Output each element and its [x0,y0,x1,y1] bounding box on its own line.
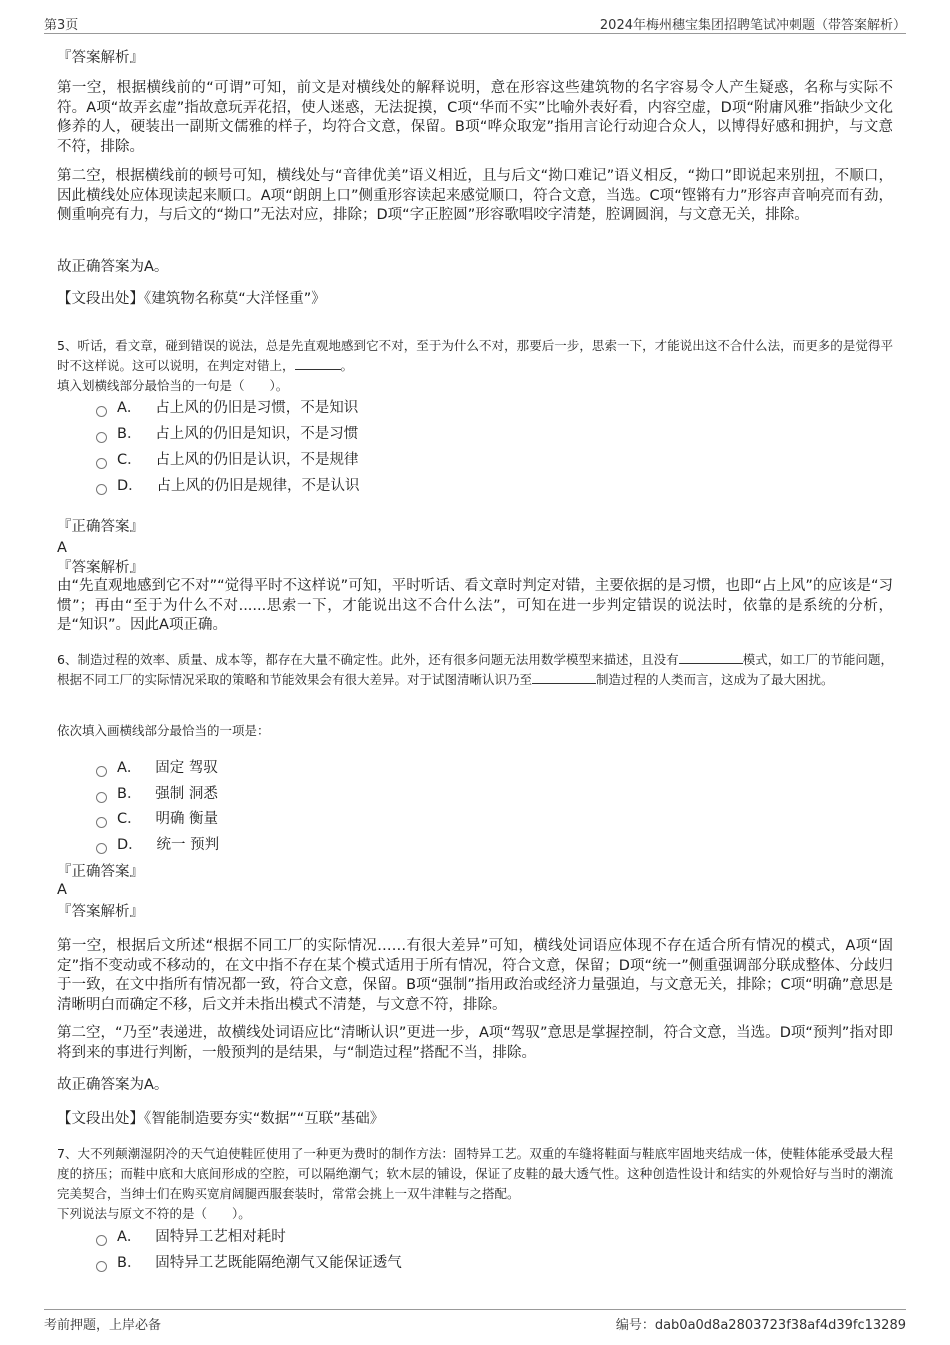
header-divider [44,33,906,34]
blank-line [295,369,341,370]
q6-stem: 6、制造过程的效率、质量、成本等，都存在大量不确定性。此外，还有很多问题无法用数学模型来描述，且没有 模式，如工厂的节能问题，根据不同工厂的实际情况采取的策略和节能效果会有很大差异。对于试图清晰认识乃至 制造过程的人类而言，这成为了最大困扰。 [57,652,893,687]
q7-option-a[interactable]: A． 固特异工艺相对耗时 [96,1228,286,1246]
radio-icon[interactable] [96,1235,107,1246]
q5-analysis-title: 『答案解析』 [57,560,144,576]
q6-conclusion: 故正确答案为A。 [57,1077,169,1093]
q5-prompt: 填入划横线部分最恰当的一句是（ ）。 [57,378,289,393]
q6-answer-title: 『正确答案』 [57,864,144,880]
q6-prompt: 依次填入画横线部分最恰当的一项是： [57,723,270,738]
blank-line [532,683,596,684]
q7-option-b[interactable]: B． 固特异工艺既能隔绝潮气又能保证透气 [96,1254,402,1272]
q6-option-c[interactable]: C． 明确 衡量 [96,810,218,828]
page-footer [44,1314,906,1332]
q6-source: 【文段出处】《智能制造要夯实“数据”“互联”基础》 [57,1111,385,1127]
q6-option-b[interactable]: B． 强制 洞悉 [96,785,218,803]
q6-answer: A [57,882,67,898]
q4-analysis-para2: 第二空，根据横线前的顿号可知，横线处与“音律优美”语义相近，且与后文“拗口难记”语义相反，“拗口”即说起来别扭，不顺口，因此横线处应体现读起来顺口。A项“朗朗上口”侧重形容读起来感觉顺口，符合文意，当选。C项“铿锵有力”形容声音响亮而有劲，侧重响亮有力，与后文的“拗口”无法对应，排除；D项“字正腔圆”形容歌唱咬字清楚，腔调圆润，与文意无关，排除。 [57,168,893,223]
q5-answer: A [57,540,67,556]
q6-analysis-title: 『答案解析』 [57,904,144,920]
radio-icon[interactable] [96,1261,107,1272]
radio-icon[interactable] [96,458,107,469]
q4-analysis-para1: 第一空，根据横线前的“可谓”可知，前文是对横线处的解释说明，意在形容这些建筑物的名字容易令人产生疑惑，名称与实际不符。A项“故弄玄虚”指故意玩弄花招，使人迷惑，无法捉摸，C项“华而不实”比喻外表好看，内容空虚，D项“附庸风雅”指缺少文化修养的人，硬装出一副斯文儒雅的样子，均符合文意，保留。B项“哗众取宠”指用言论行动迎合众人，以博得好感和拥护，与文意不符，排除。 [57,80,893,155]
q5-analysis: 由“先直观地感到它不对”“觉得平时不这样说”可知，平时听话、看文章时判定对错，主要依据的是习惯，也即“占上风”的应该是“习惯”；再由“至于为什么不对......思索一下，才能说出这不合什么法”，可知在进一步判定错误的说法时，依靠的是系统的分析，是“知识”。因此A项正确。 [57,578,893,633]
q6-option-a[interactable]: A． 固定 驾驭 [96,759,218,777]
page-number: 第3页 [44,18,79,33]
q5-option-a[interactable]: A． 占上风的仍旧是习惯，不是知识 [96,399,358,417]
radio-icon[interactable] [96,766,107,777]
q4-conclusion: 故正确答案为A。 [57,259,169,275]
radio-icon[interactable] [96,843,107,854]
radio-icon[interactable] [96,406,107,417]
q7-stem: 7、大不列颠潮湿阴冷的天气迫使鞋匠使用了一种更为费时的制作方法：固特异工艺。双重的车缝将鞋面与鞋底牢固地夹结成一体，使鞋体能承受最大程度的挤压；而鞋中底和大底间形成的空腔，可以隔绝潮气；软木层的铺设，保证了皮鞋的最大透气性。这种创造性设计和结实的外观恰好与当时的潮流完美契合，当绅士们在购买宽肩阔腿西服套装时，常常会挑上一双牛津鞋与之搭配。 下列说法与原文不符的是（ ）。 [57,1144,893,1224]
q5-stem: 5、听话，看文章，碰到错误的说法，总是先直观地感到它不对，至于为什么不对，那要后一步，思索一下，才能说出这不合什么法，而更多的是觉得平时不这样说。这可以说明，在判定对错上， 。 填入划横线部分最恰当的一句是（ ）。 [57,336,893,396]
footer-divider [44,1309,906,1310]
q5-option-d[interactable]: D． 占上风的仍旧是规律，不是认识 [96,477,360,495]
radio-icon[interactable] [96,792,107,803]
q6-analysis-para1: 第一空，根据后文所述“根据不同工厂的实际情况……有很大差异”可知，横线处词语应体现不存在适合所有情况的模式，A项“固定”指不变动或不移动的，在文中指不存在某个模式适用于所有情况，符合文意，保留；D项“统一”侧重强调部分联成整体、分歧归于一致，在文中指所有情况都一致，符合文意，保留。B项“强制”指用政治或经济力量强迫，与文意无关，排除；C项“明确”意思是清晰明白而确定不移，后文并未指出模式不清楚，与文意不符，排除。 [57,938,893,1013]
q4-analysis-title: 『答案解析』 [57,50,144,66]
radio-icon[interactable] [96,817,107,828]
document-title: 2024年梅州穗宝集团招聘笔试冲刺题（带答案解析） [599,18,906,33]
q6-option-d[interactable]: D． 统一 预判 [96,836,219,854]
q4-source: 【文段出处】《建筑物名称莫“大洋怪重”》 [57,291,326,307]
blank-line [679,663,743,664]
q6-analysis-para2: 第二空，“乃至”表递进，故横线处词语应比“清晰认识”更进一步，A项“驾驭”意思是掌握控制，符合文意，当选。D项“预判”指对即将到来的事进行判断，一般预判的是结果，与“制造过程”搭配不当，排除。 [57,1025,893,1061]
footer-slogan: 考前押题，上岸必备 [44,1318,162,1333]
radio-icon[interactable] [96,432,107,443]
q5-option-c[interactable]: C． 占上风的仍旧是认识，不是规律 [96,451,358,469]
radio-icon[interactable] [96,484,107,495]
document-id: 编号：dab0a0d8a2803723f38af4d39fc13289 [615,1318,906,1333]
q5-answer-title: 『正确答案』 [57,519,144,535]
q5-option-b[interactable]: B． 占上风的仍旧是知识，不是习惯 [96,425,358,443]
page-header [44,14,906,32]
q7-prompt: 下列说法与原文不符的是（ ）。 [57,1206,251,1221]
